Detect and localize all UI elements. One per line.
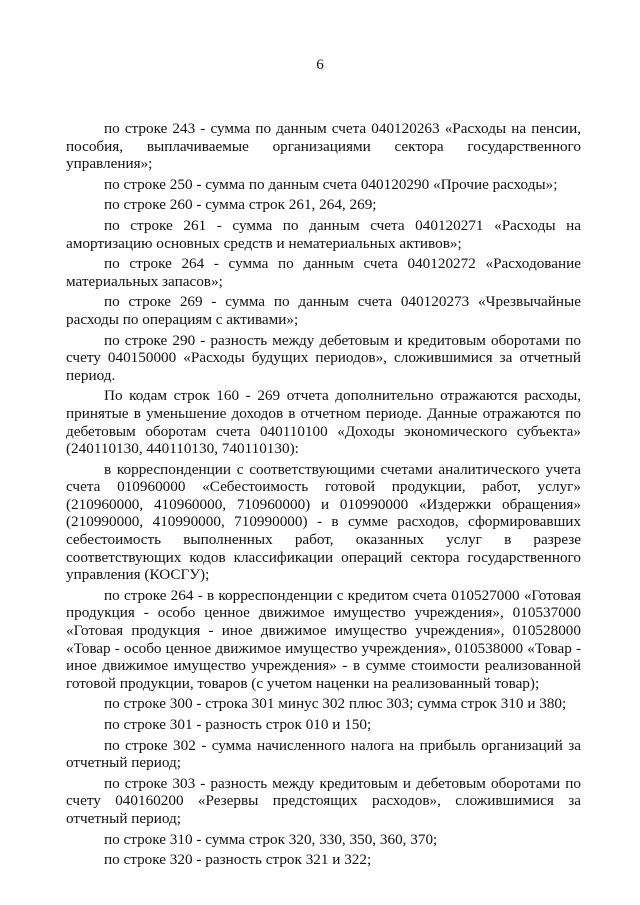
document-body: [66, 120, 581, 872]
paragraph-line-320: по строке 320 - разность строк 321 и 322;: [104, 851, 372, 869]
paragraph-line-269: по строке 269 - сумма по данным счета 040120273 «Чрезвычайные расходы по операциям с активами»;: [66, 293, 581, 328]
paragraph-codes-160-269: По кодам строк 160 - 269 отчета дополнительно отражаются расходы, принятые в уменьшение доходов в отчетном периоде. Данные отражаются по дебетовым оборотам счета 040110100 «Доходы экономического субъекта» (240110130, 440110130, 740110130):: [66, 387, 581, 458]
paragraph-line-250: по строке 250 - сумма по данным счета 040120290 «Прочие расходы»;: [104, 175, 558, 193]
paragraph-line-290: по строке 290 - разность между дебетовым и кредитовым оборотами по счету 040150000 «Расходы будущих периодов», сложившимися за отчетный период.: [66, 331, 581, 384]
paragraph-line-264-credit: по строке 264 - в корреспонденции с кредитом счета 010527000 «Готовая продукция - особо ценное движимое имущество учреждения», 010537000 «Готовая продукция - иное движимое имущество учреждения», 010528000 «Товар - особо ценное движимое имущество учреждения», 010538000 «Товар - иное движимое имущество учреждения» - в сумме стоимости реализованной готовой продукции, товаров (с учетом наценки на реализованный товар);: [66, 586, 581, 692]
paragraph-line-310: по строке 310 - сумма строк 320, 330, 350, 360, 370;: [104, 830, 438, 848]
paragraph-line-243: по строке 243 - сумма по данным счета 040120263 «Расходы на пенсии, пособия, выплачиваемые организациями сектора государственного управления»;: [66, 120, 581, 173]
page-number: 6: [316, 57, 324, 73]
paragraph-line-260: по строке 260 - сумма строк 261, 264, 269;: [104, 196, 377, 214]
paragraph-line-301: по строке 301 - разность строк 010 и 150;: [104, 716, 372, 733]
paragraph-line-302: по строке 302 - сумма начисленного налога на прибыль организаций за отчетный период;: [66, 736, 581, 772]
paragraph-line-300: по строке 300 - строка 301 минус 302 плюс 303; сумма строк 310 и 380;: [104, 695, 567, 713]
paragraph-correspondence: в корреспонденции с соответствующими счетами аналитического учета счета 010960000 «Себестоимость готовой продукции, работ, услуг» (210960000, 410960000, 710960000) и 010990000 «Издержки обращения» (210990000, 410990000, 710990000) - в сумме расходов, сформировавших себестоимость выполненных работ, оказанных услуг в разрезе соответствующих кодов классификации операций сектора государственного управления (КОСГУ);: [66, 460, 581, 584]
paragraph-line-261: по строке 261 - сумма по данным счета 040120271 «Расходы на амортизацию основных средств и нематериальных активов»;: [66, 216, 581, 252]
paragraph-line-264: по строке 264 - сумма по данным счета 040120272 «Расходование материальных запасов»;: [66, 255, 581, 290]
paragraph-line-303: по строке 303 - разность между кредитовым и дебетовым оборотами по счету 040160200 «Резервы предстоящих расходов», сложившимися за отчетный период;: [66, 774, 581, 827]
